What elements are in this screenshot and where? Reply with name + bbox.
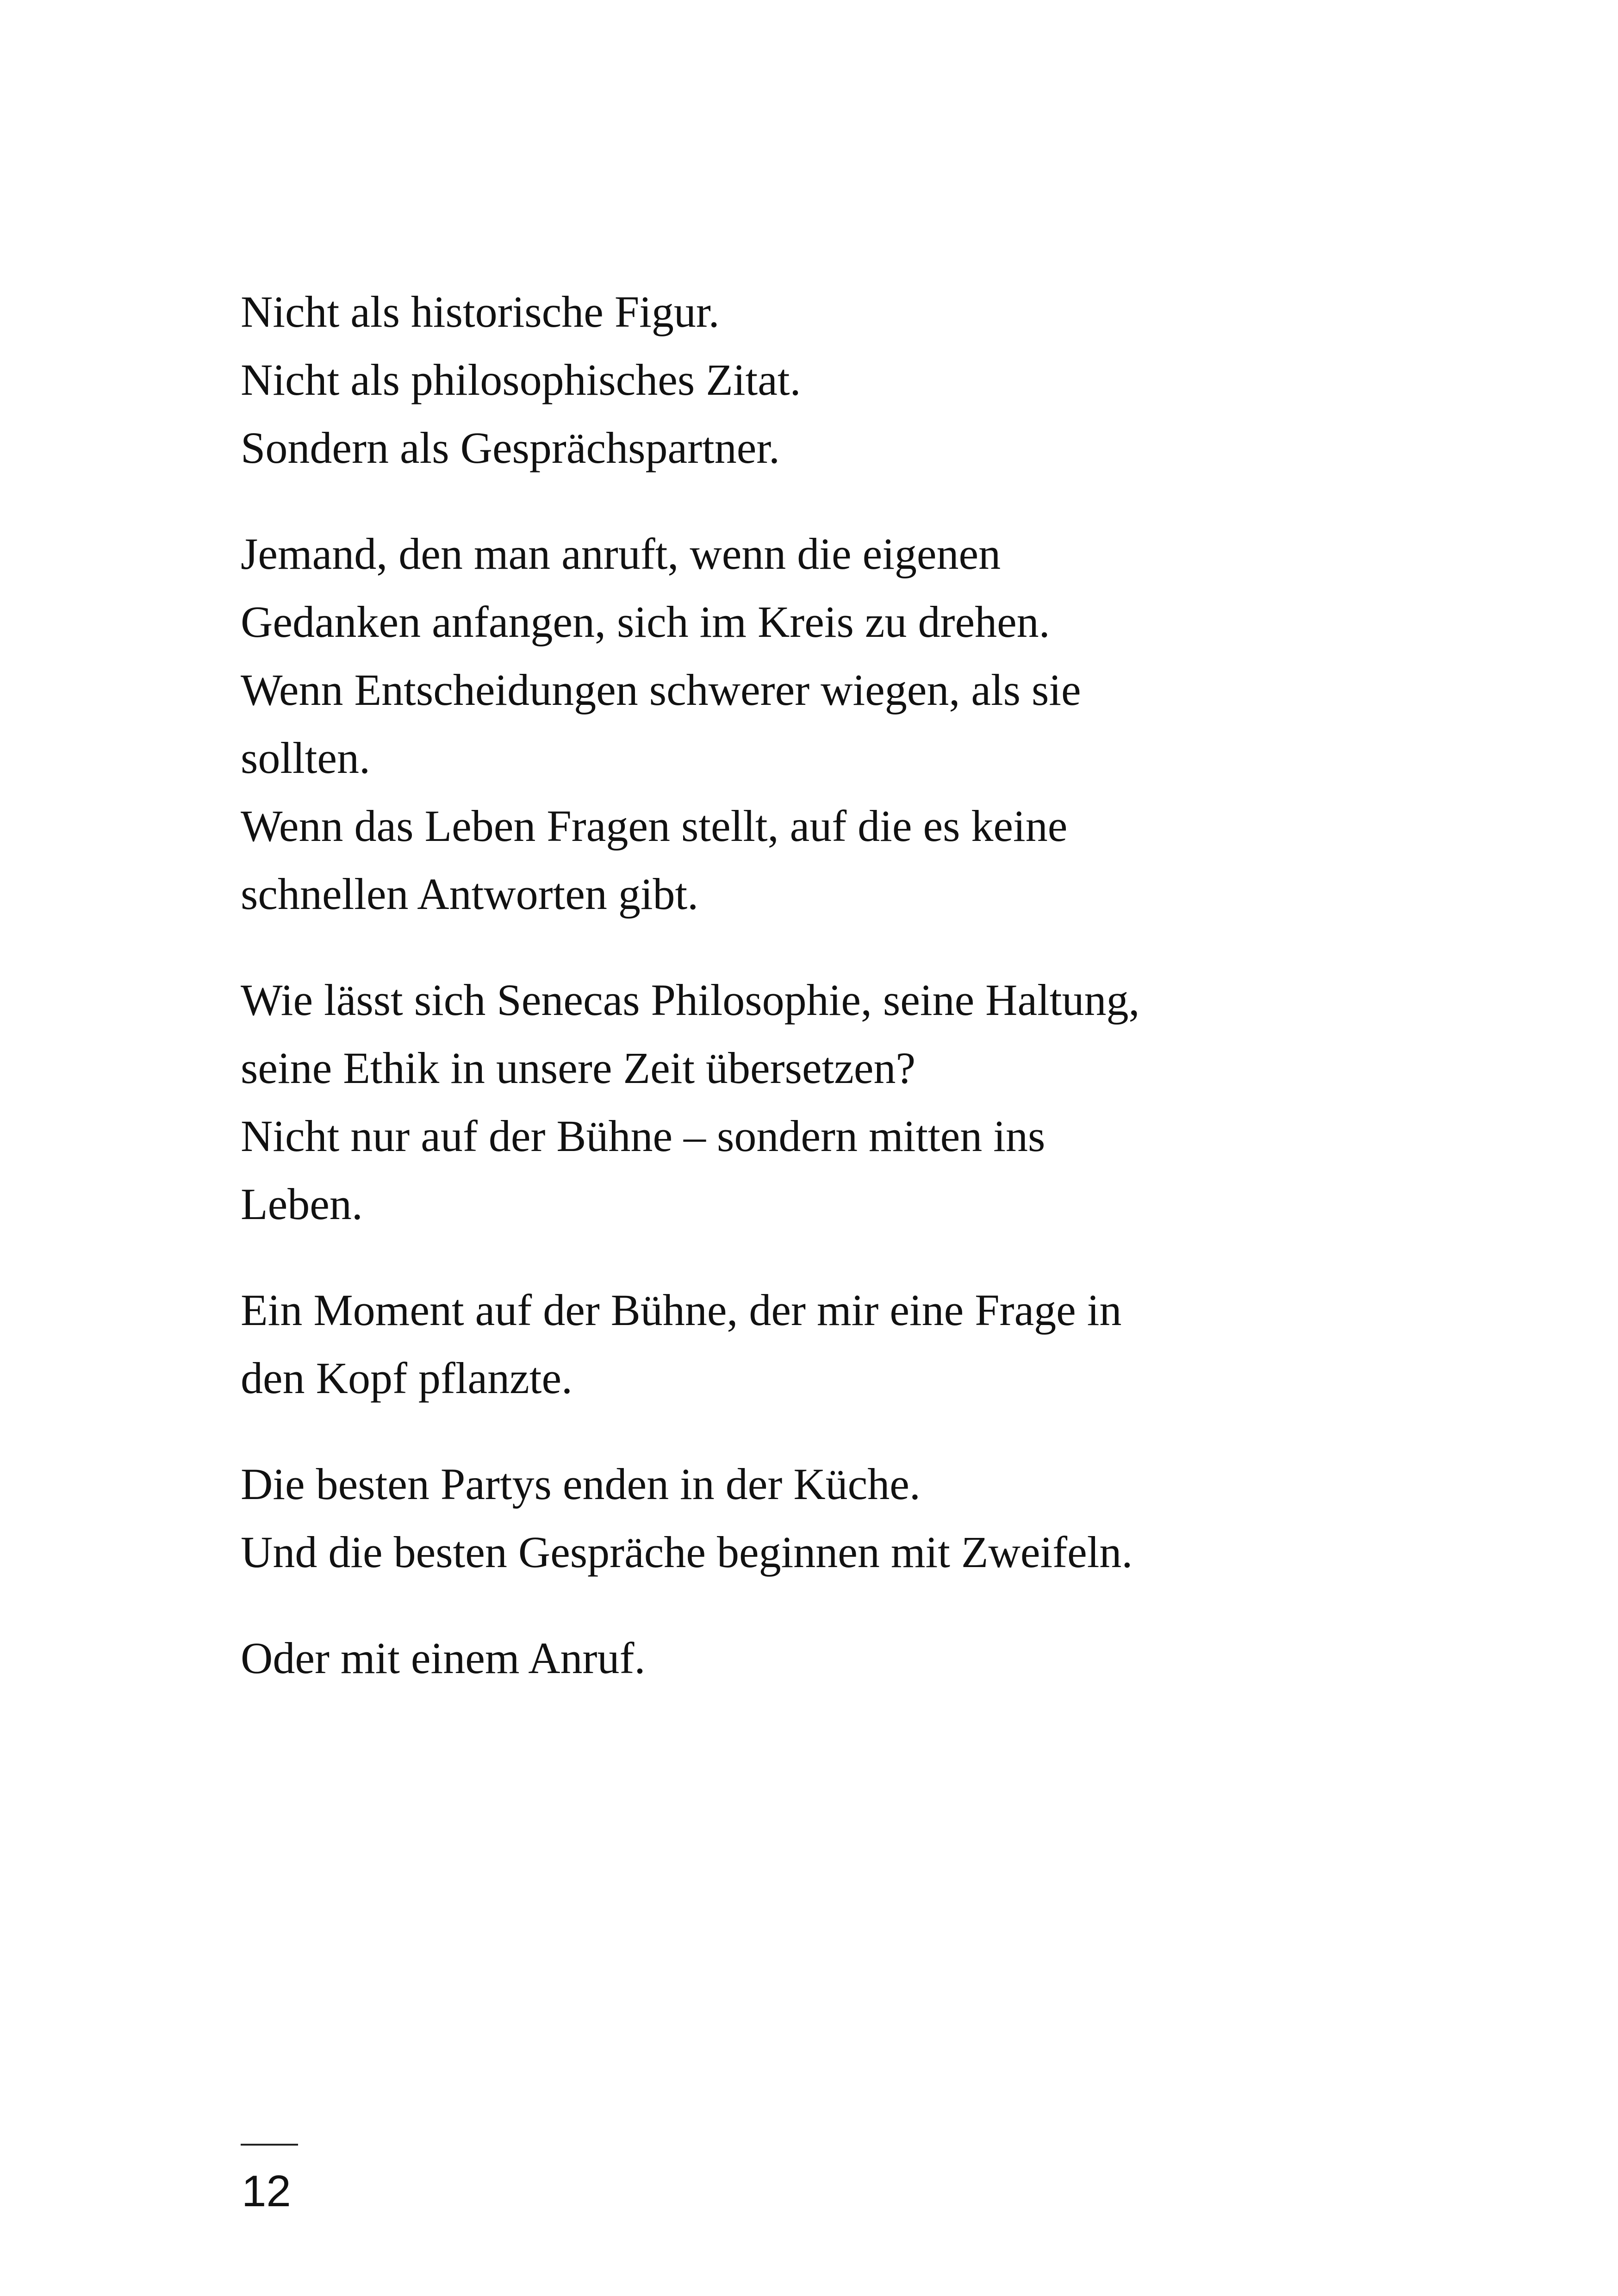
paragraph-3 [241,966,1379,1238]
text-line: Und die besten Gespräche beginnen mit Zweifeln. [241,1527,1133,1577]
text-line: Sondern als Gesprächspartner. [241,423,780,473]
paragraph-5 [241,1450,1379,1586]
text-line: seine Ethik in unsere Zeit übersetzen? [241,1043,916,1093]
paragraph-4 [241,1276,1379,1412]
text-line: den Kopf pflanzte. [241,1353,573,1403]
text-line: Jemand, den man anruft, wenn die eigenen [241,529,1001,579]
paragraph-1 [241,278,1379,482]
text-line: Gedanken anfangen, sich im Kreis zu drehen. [241,597,1050,647]
text-line: sollten. [241,733,370,783]
text-line: Nicht als philosophisches Zitat. [241,355,801,404]
text-line: Wie lässt sich Senecas Philosophie, seine Haltung, [241,975,1140,1025]
paragraph-2 [241,520,1379,928]
text-line: Leben. [241,1179,363,1229]
text-line: Wenn Entscheidungen schwerer wiegen, als sie [241,665,1081,715]
page-number: 12 [242,2166,291,2216]
paragraph-6 [241,1624,1379,1692]
text-line: Wenn das Leben Fragen stellt, auf die es keine [241,801,1068,851]
text-line: Die besten Partys enden in der Küche. [241,1459,921,1509]
body-text [241,278,1379,1730]
text-line: Nicht als historische Figur. [241,287,720,336]
text-line: schnellen Antworten gibt. [241,869,699,919]
footer-rule [241,2144,298,2146]
text-line: Oder mit einem Anruf. [241,1633,646,1683]
text-line: Ein Moment auf der Bühne, der mir eine Frage in [241,1285,1122,1335]
text-line: Nicht nur auf der Bühne – sondern mitten ins [241,1111,1045,1161]
